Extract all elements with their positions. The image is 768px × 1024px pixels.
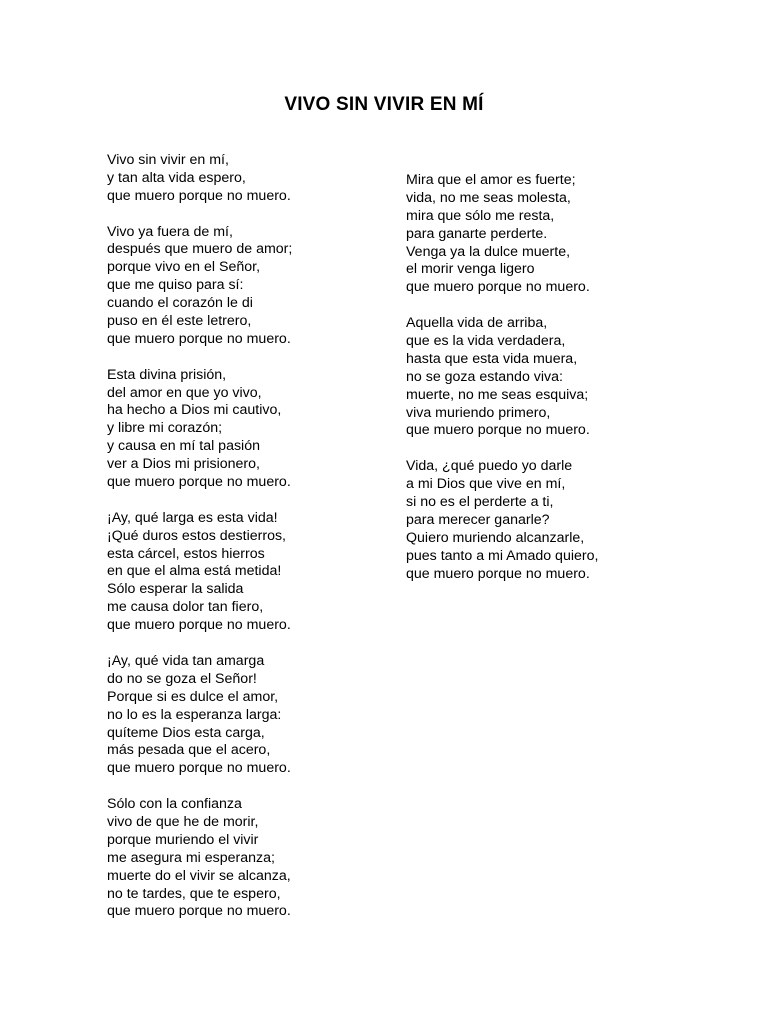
verse-line: puso en él este letrero, — [107, 313, 252, 330]
verse-line: me causa dolor tan fiero, — [107, 599, 264, 616]
verse-line: do no se goza el Señor! — [107, 670, 257, 687]
verse-line: Sólo con la confianza — [107, 796, 242, 813]
verse-line: que me quiso para sí: — [107, 277, 244, 294]
verse-line: que muero porque no muero. — [107, 760, 291, 777]
verse-line: y tan alta vida espero, — [107, 169, 246, 186]
verse-line: viva muriendo primero, — [406, 404, 551, 421]
verse-line: ver a Dios mi prisionero, — [107, 456, 260, 473]
verse-line: después que muero de amor; — [107, 241, 293, 258]
verse-line: mira que sólo me resta, — [406, 207, 555, 224]
verse-line: ha hecho a Dios mi cautivo, — [107, 402, 282, 419]
left-column — [107, 152, 377, 939]
stanza — [406, 172, 696, 297]
verse-line: porque muriendo el vivir — [107, 831, 259, 848]
verse-line: ¡Ay, qué larga es esta vida! — [107, 509, 278, 526]
stanza — [406, 315, 696, 440]
verse-line: esta cárcel, estos hierros — [107, 545, 265, 562]
verse-line: ¡Ay, qué vida tan amarga — [107, 652, 265, 669]
verse-line: no se goza estando viva: — [406, 368, 563, 385]
verse-line: que muero porque no muero. — [107, 330, 291, 347]
verse-line: que es la vida verdadera, — [406, 333, 566, 350]
verse-line: que muero porque no muero. — [107, 474, 291, 491]
verse-line: Quiero muriendo alcanzarle, — [406, 529, 585, 546]
verse-line: muerte, no me seas esquiva; — [406, 386, 589, 403]
verse-line: más pesada que el acero, — [107, 742, 271, 759]
verse-line: Venga ya la dulce muerte, — [406, 243, 571, 260]
right-column — [406, 172, 696, 601]
stanza — [107, 224, 377, 349]
verse-line: del amor en que yo vivo, — [107, 384, 262, 401]
stanza — [107, 796, 377, 921]
verse-line: vida, no me seas molesta, — [406, 189, 571, 206]
verse-line: me asegura mi esperanza; — [107, 849, 275, 866]
verse-line: pues tanto a mi Amado quiero, — [406, 547, 599, 564]
verse-line: Vivo ya fuera de mí, — [107, 223, 233, 240]
verse-line: Mira que el amor es fuerte; — [406, 172, 576, 188]
verse-line: quíteme Dios esta carga, — [107, 724, 265, 741]
verse-line: que muero porque no muero. — [107, 187, 291, 204]
verse-line: y causa en mí tal pasión — [107, 438, 260, 455]
verse-line: y libre mi corazón; — [107, 420, 223, 437]
verse-line: que muero porque no muero. — [107, 617, 291, 634]
stanza — [107, 152, 377, 206]
verse-line: no te tardes, que te espero, — [107, 885, 281, 902]
verse-line: ¡Qué duros estos destierros, — [107, 527, 286, 544]
verse-line: a mi Dios que vive en mí, — [406, 476, 566, 493]
verse-line: en que el alma está metida! — [107, 563, 282, 580]
stanza — [406, 458, 696, 583]
verse-line: cuando el corazón le di — [107, 295, 253, 312]
verse-line: porque vivo en el Señor, — [107, 259, 261, 276]
verse-line: que muero porque no muero. — [406, 422, 590, 439]
verse-line: para ganarte perderte. — [406, 225, 548, 242]
verse-line: Sólo esperar la salida — [107, 581, 244, 598]
verse-line: que muero porque no muero. — [406, 565, 590, 582]
verse-line: Vida, ¿qué puedo yo darle — [406, 458, 573, 475]
verse-line: hasta que esta vida muera, — [406, 350, 578, 367]
poem-title: VIVO SIN VIVIR EN MÍ — [284, 94, 484, 115]
verse-line: que muero porque no muero. — [406, 279, 590, 296]
verse-line: para merecer ganarle? — [406, 511, 550, 528]
stanza — [107, 653, 377, 778]
verse-line: Aquella vida de arriba, — [406, 315, 548, 332]
verse-line: muerte do el vivir se alcanza, — [107, 867, 291, 884]
verse-line: que muero porque no muero. — [107, 903, 291, 920]
stanza — [107, 367, 377, 492]
verse-line: vivo de que he de morir, — [107, 813, 259, 830]
stanza — [107, 510, 377, 635]
verse-line: no lo es la esperanza larga: — [107, 706, 282, 723]
verse-line: si no es el perderte a ti, — [406, 494, 554, 511]
verse-line: Porque si es dulce el amor, — [107, 688, 279, 705]
verse-line: el morir venga ligero — [406, 261, 535, 278]
verse-line: Vivo sin vivir en mí, — [107, 152, 229, 168]
verse-line: Esta divina prisión, — [107, 366, 227, 383]
